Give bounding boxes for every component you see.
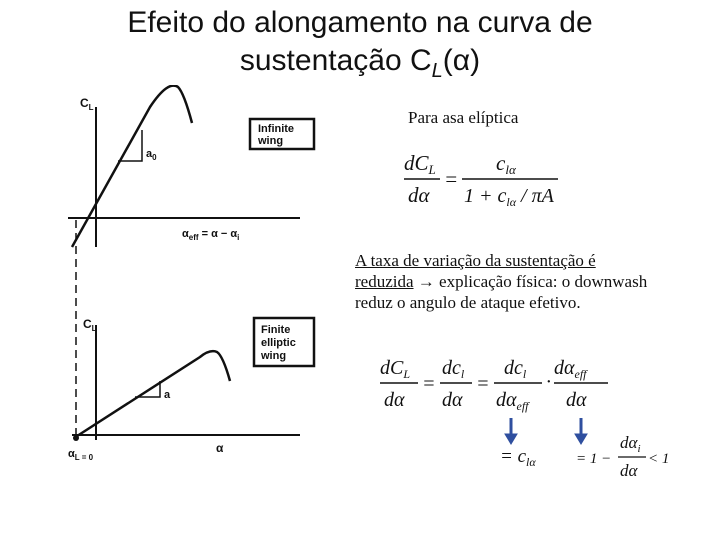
annotation-right-prefix: = 1 − <box>576 451 612 467</box>
eq2-t3-denominator: $d\alpha_{eff}$ <box>496 389 529 413</box>
annotation-right-suffix: < 1 <box>648 451 670 467</box>
top-graph-slope-label: $a_0$ <box>146 148 157 162</box>
annotation-left-text: = $c_{l\alpha}$ <box>500 446 536 469</box>
title-line-2-paren: (α) <box>442 44 481 77</box>
eq2-equals-1: = <box>422 373 436 395</box>
eq1-lhs-denominator: dα <box>408 183 430 207</box>
bottom-graph-lift-curve <box>74 351 230 438</box>
top-graph-y-label: $C_L$ <box>80 96 94 112</box>
top-graph-x-label: $\alpha_{eff} = \alpha - \alpha_i$ <box>182 228 240 242</box>
lift-curve-figure <box>50 85 380 475</box>
title-line-2-text: sustentação C <box>239 44 432 77</box>
annotation-right-denominator: dα <box>620 461 638 480</box>
bottom-graph-slope-label: a <box>164 389 171 401</box>
finite-wing-label-2: elliptic <box>261 337 296 349</box>
finite-wing-label-3: wing <box>261 350 287 362</box>
title-line-1: Efeito do alongamento na curva de <box>127 6 593 39</box>
eq2-t3-numerator: $dc_l$ <box>504 357 527 381</box>
bottom-graph-y-label: $C_L$ <box>83 317 97 333</box>
annotation-left <box>500 442 560 470</box>
title-line-2-subscript: L <box>431 60 443 82</box>
eq2-t1-numerator: $dC_L$ <box>380 357 411 381</box>
zero-lift-point <box>73 435 79 441</box>
eq2-t2-numerator: $dc_l$ <box>442 357 465 381</box>
note-rest: explicação física: o downwash reduz o angulo de ataque efetivo. <box>355 272 648 312</box>
infinite-wing-label-1: Infinite <box>258 123 295 135</box>
slide-title <box>0 4 720 90</box>
note-arrow: → <box>417 272 435 291</box>
eq1-rhs-numerator: clα <box>496 151 516 177</box>
infinite-wing-label-2: wing <box>258 135 284 147</box>
bottom-graph-x-label: α <box>216 441 224 455</box>
eq2-dot: · <box>546 371 551 393</box>
finite-wing-label-1: Finite <box>261 324 291 336</box>
eq2-t4-denominator: dα <box>566 389 587 411</box>
title-line-2 <box>0 42 720 90</box>
eq1-rhs-denominator: $1 + c_{l\alpha} / \pi A$ <box>464 185 554 209</box>
eq1-lhs-numerator: dCL <box>404 151 436 177</box>
eq1-equals: = <box>444 167 459 191</box>
eq2-t4-numerator: $d\alpha_{eff}$ <box>554 357 587 381</box>
annotation-right-numerator: $d\alpha_i$ <box>620 433 641 455</box>
explanation-text <box>355 250 655 313</box>
eq2-equals-2: = <box>476 373 490 395</box>
note-underlined: A taxa de variação da sustentação é reduzida <box>355 251 596 291</box>
eq2-t1-denominator: dα <box>384 389 405 411</box>
equation-lift-slope-elliptic <box>400 148 580 210</box>
bottom-graph-slope-triangle <box>135 381 160 397</box>
annotation-right <box>576 432 676 482</box>
subtitle-elliptic-wing: Para asa elíptica <box>408 108 519 127</box>
eq2-t2-denominator: dα <box>442 389 463 411</box>
zero-lift-label: $\alpha_{L = 0}$ <box>68 448 94 462</box>
equation-chain-rule <box>378 350 618 414</box>
